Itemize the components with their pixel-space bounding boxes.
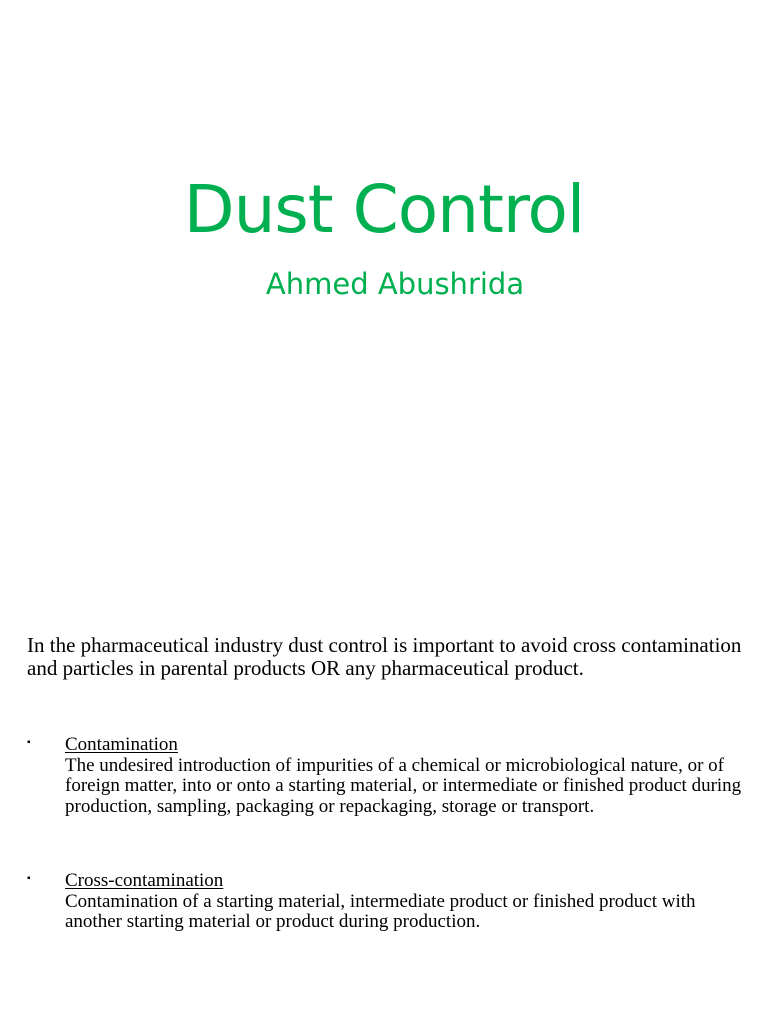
definition-description: The undesired introduction of impurities of a chemical or microbiological nature, or of foreign matter, into or onto a starting material, or intermediate or finished product during production, sampling, packaging or repackaging, storage or transport. (65, 754, 742, 817)
definition-item-cross-contamination (27, 871, 747, 933)
definition-body (65, 735, 747, 817)
definition-description: Contamination of a starting material, intermediate product or finished product with another starting material or product during production. (65, 890, 696, 932)
intro-paragraph: In the pharmaceutical industry dust control is important to avoid cross contamination and particles in parental products OR any pharmaceutical product. (27, 633, 742, 680)
definition-term: Contamination (65, 734, 178, 755)
author-name: Ahmed Abushrida (265, 267, 525, 301)
definition-term: Cross-contamination (65, 870, 224, 891)
bullet-icon: ▪ (27, 737, 31, 748)
definition-item-contamination (27, 735, 747, 817)
definition-body (65, 871, 747, 933)
bullet-icon: ▪ (27, 873, 31, 884)
page-title: Dust Control (183, 171, 585, 248)
